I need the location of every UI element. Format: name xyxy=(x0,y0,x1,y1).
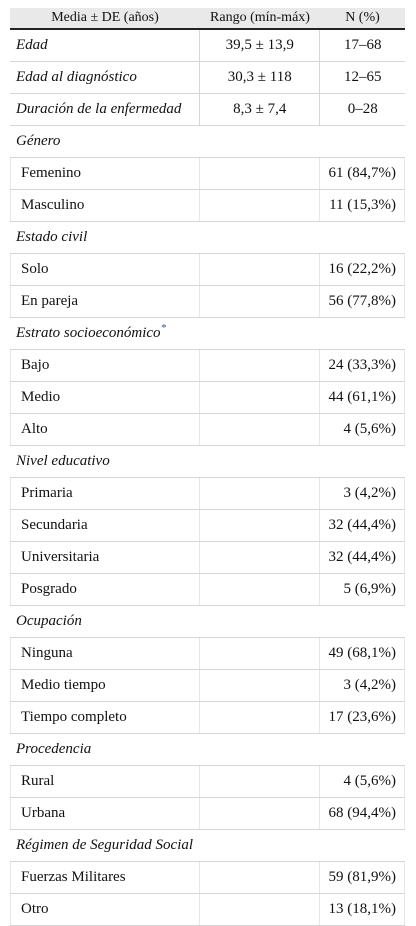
row-mean: 39,5 ± 13,9 xyxy=(199,30,320,61)
empty-cell xyxy=(199,574,320,605)
empty-cell xyxy=(199,798,320,829)
empty-cell xyxy=(199,158,320,189)
empty-cell xyxy=(199,414,320,445)
item-count: 5 (6,9%) xyxy=(320,574,405,605)
item-label: Solo xyxy=(10,254,199,285)
empty-cell xyxy=(199,670,320,701)
section-title-cell xyxy=(10,222,405,253)
item-label: Fuerzas Militares xyxy=(10,862,199,893)
section-title-cell xyxy=(10,318,405,349)
item-label: Rural xyxy=(10,766,199,797)
item-label: En pareja xyxy=(10,286,199,317)
item-count: 59 (81,9%) xyxy=(320,862,405,893)
item-label: Otro xyxy=(10,894,199,925)
table-row xyxy=(10,478,405,510)
empty-cell xyxy=(199,862,320,893)
empty-cell xyxy=(199,286,320,317)
empty-cell xyxy=(199,478,320,509)
item-count: 61 (84,7%) xyxy=(320,158,405,189)
table-row xyxy=(10,894,405,926)
table-row xyxy=(10,574,405,606)
table-row xyxy=(10,414,405,446)
item-label: Secundaria xyxy=(10,510,199,541)
row-mean: 8,3 ± 7,4 xyxy=(199,94,320,125)
table-row xyxy=(10,670,405,702)
row-range: 12–65 xyxy=(343,69,382,85)
empty-cell xyxy=(199,638,320,669)
section-title: Estado civil xyxy=(16,229,88,245)
section-title: Género xyxy=(16,133,61,149)
item-count: 32 (44,4%) xyxy=(320,542,405,573)
item-count: 4 (5,6%) xyxy=(320,766,405,797)
table-row xyxy=(10,190,405,222)
item-count: 16 (22,2%) xyxy=(320,254,405,285)
empty-cell xyxy=(199,254,320,285)
item-count: 56 (77,8%) xyxy=(320,286,405,317)
section-heading xyxy=(10,318,405,350)
table-row xyxy=(10,286,405,318)
item-label: Primaria xyxy=(10,478,199,509)
section-heading xyxy=(10,830,405,862)
section-heading xyxy=(10,606,405,638)
demographics-table xyxy=(10,8,405,926)
table-body xyxy=(10,30,405,926)
row-range: 0–28 xyxy=(347,101,378,117)
section-heading xyxy=(10,126,405,158)
section-title: Procedencia xyxy=(16,741,92,757)
table-row xyxy=(10,382,405,414)
summary-row xyxy=(10,30,405,62)
table-row xyxy=(10,798,405,830)
item-count: 49 (68,1%) xyxy=(320,638,405,669)
empty-cell xyxy=(199,542,320,573)
section-title: Nivel educativo xyxy=(16,453,110,469)
table-row xyxy=(10,862,405,894)
empty-cell xyxy=(199,510,320,541)
section-heading xyxy=(10,222,405,254)
table-row xyxy=(10,542,405,574)
table-row xyxy=(10,350,405,382)
item-label: Posgrado xyxy=(10,574,199,605)
section-title: Estrato socioeconómico xyxy=(16,325,161,341)
item-label: Ninguna xyxy=(10,638,199,669)
section-title: Ocupación xyxy=(16,613,82,629)
header-mean: Media ± DE (años) xyxy=(51,10,159,25)
item-count: 44 (61,1%) xyxy=(320,382,405,413)
table-row xyxy=(10,254,405,286)
summary-row xyxy=(10,94,405,126)
section-title-cell xyxy=(10,830,405,861)
item-count: 13 (18,1%) xyxy=(320,894,405,925)
empty-cell xyxy=(199,894,320,925)
item-label: Masculino xyxy=(10,190,199,221)
row-mean: 30,3 ± 118 xyxy=(199,62,320,93)
table-row xyxy=(10,702,405,734)
section-title-cell xyxy=(10,606,405,637)
section-title: Régimen de Seguridad Social xyxy=(16,837,194,853)
table-row xyxy=(10,766,405,798)
row-label: Edad al diagnóstico xyxy=(16,69,137,85)
item-count: 3 (4,2%) xyxy=(320,478,405,509)
section-heading xyxy=(10,734,405,766)
item-count: 17 (23,6%) xyxy=(320,702,405,733)
item-label: Medio xyxy=(10,382,199,413)
item-count: 3 (4,2%) xyxy=(320,670,405,701)
item-label: Femenino xyxy=(10,158,199,189)
section-title-cell xyxy=(10,446,405,477)
section-heading xyxy=(10,446,405,478)
table-row xyxy=(10,510,405,542)
table-row xyxy=(10,638,405,670)
table-row xyxy=(10,158,405,190)
row-range: 17–68 xyxy=(343,37,382,53)
item-count: 4 (5,6%) xyxy=(320,414,405,445)
empty-cell xyxy=(199,702,320,733)
table-header xyxy=(10,8,405,30)
item-count: 68 (94,4%) xyxy=(320,798,405,829)
item-label: Bajo xyxy=(10,350,199,381)
section-title-cell xyxy=(10,126,405,157)
section-title-cell xyxy=(10,734,405,765)
item-label: Universitaria xyxy=(10,542,199,573)
footnote-marker: * xyxy=(160,322,167,334)
empty-cell xyxy=(199,350,320,381)
item-count: 32 (44,4%) xyxy=(320,510,405,541)
row-label: Duración de la enfermedad xyxy=(16,101,182,117)
empty-cell xyxy=(199,766,320,797)
item-label: Medio tiempo xyxy=(10,670,199,701)
item-count: 11 (15,3%) xyxy=(320,190,405,221)
empty-cell xyxy=(199,190,320,221)
header-range: Rango (mín-máx) xyxy=(210,10,310,25)
header-n: N (%) xyxy=(345,10,380,25)
summary-row xyxy=(10,62,405,94)
empty-cell xyxy=(199,382,320,413)
item-label: Urbana xyxy=(10,798,199,829)
item-count: 24 (33,3%) xyxy=(320,350,405,381)
item-label: Tiempo completo xyxy=(10,702,199,733)
row-label: Edad xyxy=(16,37,48,53)
item-label: Alto xyxy=(10,414,199,445)
